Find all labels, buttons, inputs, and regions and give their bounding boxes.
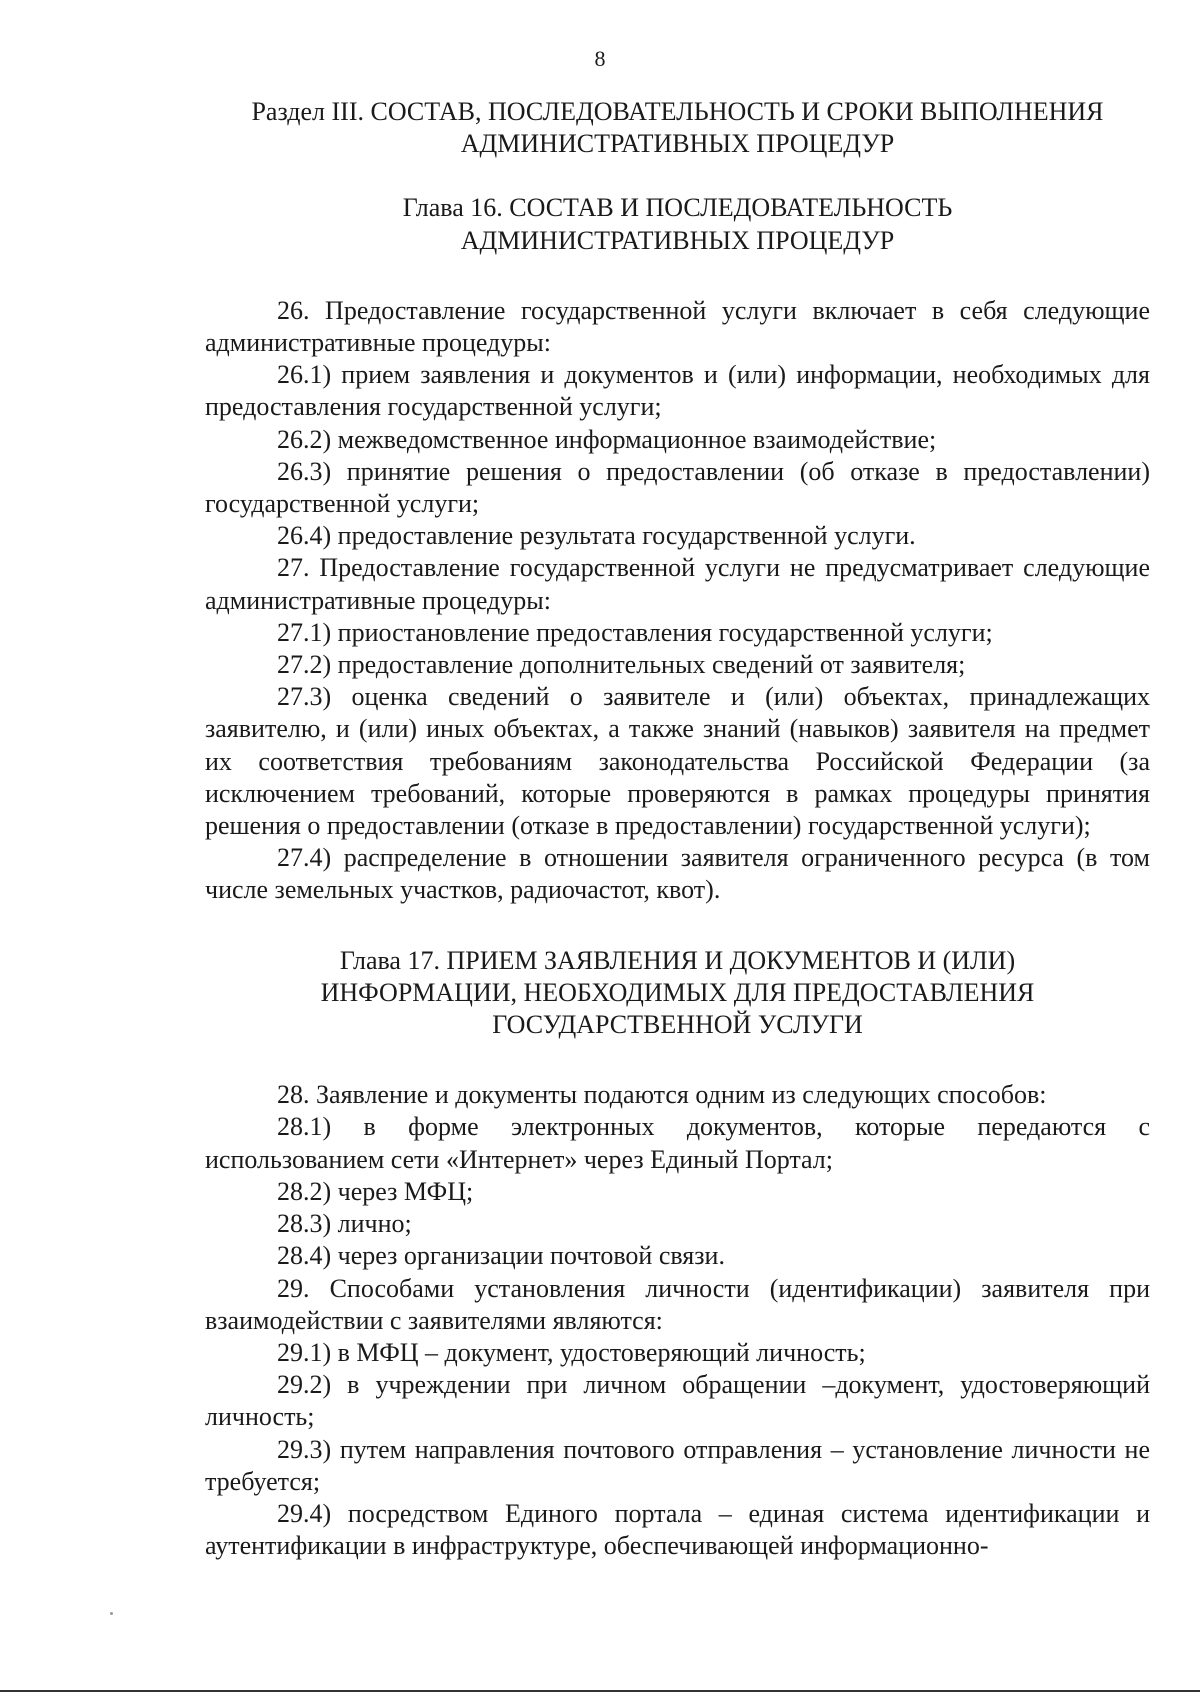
paragraph-29-3: 29.3) путем направления почтового отправления – установление личности не требуется; bbox=[205, 1434, 1150, 1496]
paragraph-29-4: 29.4) посредством Единого портала – единая система идентификации и аутентификации в инфраструктуре, обеспечивающей информационно- bbox=[205, 1498, 1150, 1561]
paragraph-26: 26. Предоставление государственной услуги включает в себя следующие административные процедуры: bbox=[205, 295, 1150, 358]
paragraph-27-3: 27.3) оценка сведений о заявителе и (или) объектах, принадлежащих заявителю, и (или) иных объектах, а также знаний (навыков) заявителя на предмет их соответствия требованиям законодательства Российской Федерации (за исключением требований, которые проверяются в рамках процедуры принятия решения о предоставлении (отказе в предоставлении) государственной услуги); bbox=[205, 682, 1150, 841]
paragraph-29: 29. Способами установления личности (идентификации) заявителя при взаимодействии с заявителями являются: bbox=[205, 1273, 1150, 1335]
chapter-heading-line: ИНФОРМАЦИИ, НЕОБХОДИМЫХ ДЛЯ ПРЕДОСТАВЛЕНИЯ bbox=[320, 977, 1035, 1007]
scan-speck bbox=[110, 1612, 113, 1615]
chapter-17-heading bbox=[205, 945, 1150, 1042]
paragraph-27-2: 27.2) предоставление дополнительных сведений от заявителя; bbox=[277, 650, 966, 680]
paragraph-26-1: 26.1) прием заявления и документов и (или) информации, необходимых для предоставления государственной услуги; bbox=[205, 360, 1150, 422]
chapter-heading-line: Глава 16. СОСТАВ И ПОСЛЕДОВАТЕЛЬНОСТЬ bbox=[402, 193, 953, 223]
section-heading bbox=[205, 96, 1150, 160]
paragraph-28: 28. Заявление и документы подаются одним из следующих способов: bbox=[277, 1080, 1047, 1110]
paragraph-28-3: 28.3) лично; bbox=[277, 1209, 412, 1239]
chapter-16-body bbox=[205, 295, 1150, 907]
paragraph-26-3: 26.3) принятие решения о предоставлении (об отказе в предоставлении) государственной услуги; bbox=[205, 456, 1150, 519]
paragraph-27-1: 27.1) приостановление предоставления государственной услуги; bbox=[277, 617, 993, 647]
paragraph-29-2: 29.2) в учреждении при личном обращении –документ, удостоверяющий личность; bbox=[205, 1370, 1150, 1432]
paragraph-26-4: 26.4) предоставление результата государственной услуги. bbox=[277, 521, 916, 551]
chapter-heading-line: АДМИНИСТРАТИВНЫХ ПРОЦЕДУР bbox=[460, 225, 895, 255]
section-heading-line: Раздел III. СОСТАВ, ПОСЛЕДОВАТЕЛЬНОСТЬ И СРОКИ ВЫПОЛНЕНИЯ bbox=[251, 97, 1104, 126]
paragraph-28-2: 28.2) через МФЦ; bbox=[277, 1176, 474, 1206]
chapter-16-heading bbox=[205, 192, 1150, 256]
chapter-heading-line: ГОСУДАРСТВЕННОЙ УСЛУГИ bbox=[492, 1010, 863, 1040]
scan-bottom-edge bbox=[0, 1690, 1200, 1692]
section-heading-line: АДМИНИСТРАТИВНЫХ ПРОЦЕДУР bbox=[460, 129, 895, 159]
chapter-heading-line: Глава 17. ПРИЕМ ЗАЯВЛЕНИЯ И ДОКУМЕНТОВ И (ИЛИ) bbox=[339, 945, 1016, 975]
chapter-17-body bbox=[205, 1079, 1150, 1562]
paragraph-27-4: 27.4) распределение в отношении заявителя ограниченного ресурса (в том числе земельных участков, радиочастот, квот). bbox=[205, 843, 1150, 905]
paragraph-28-4: 28.4) через организации почтовой связи. bbox=[277, 1241, 725, 1271]
paragraph-27: 27. Предоставление государственной услуги не предусматривает следующие административные процедуры: bbox=[205, 553, 1150, 615]
paragraph-29-1: 29.1) в МФЦ – документ, удостоверяющий личность; bbox=[277, 1337, 866, 1367]
page-number: 8 bbox=[594, 46, 606, 71]
document-body bbox=[205, 96, 1150, 1562]
paragraph-26-2: 26.2) межведомственное информационное взаимодействие; bbox=[277, 424, 937, 454]
paragraph-28-1: 28.1) в форме электронных документов, которые передаются с использованием сети «Интернет» через Единый Портал; bbox=[205, 1112, 1150, 1174]
